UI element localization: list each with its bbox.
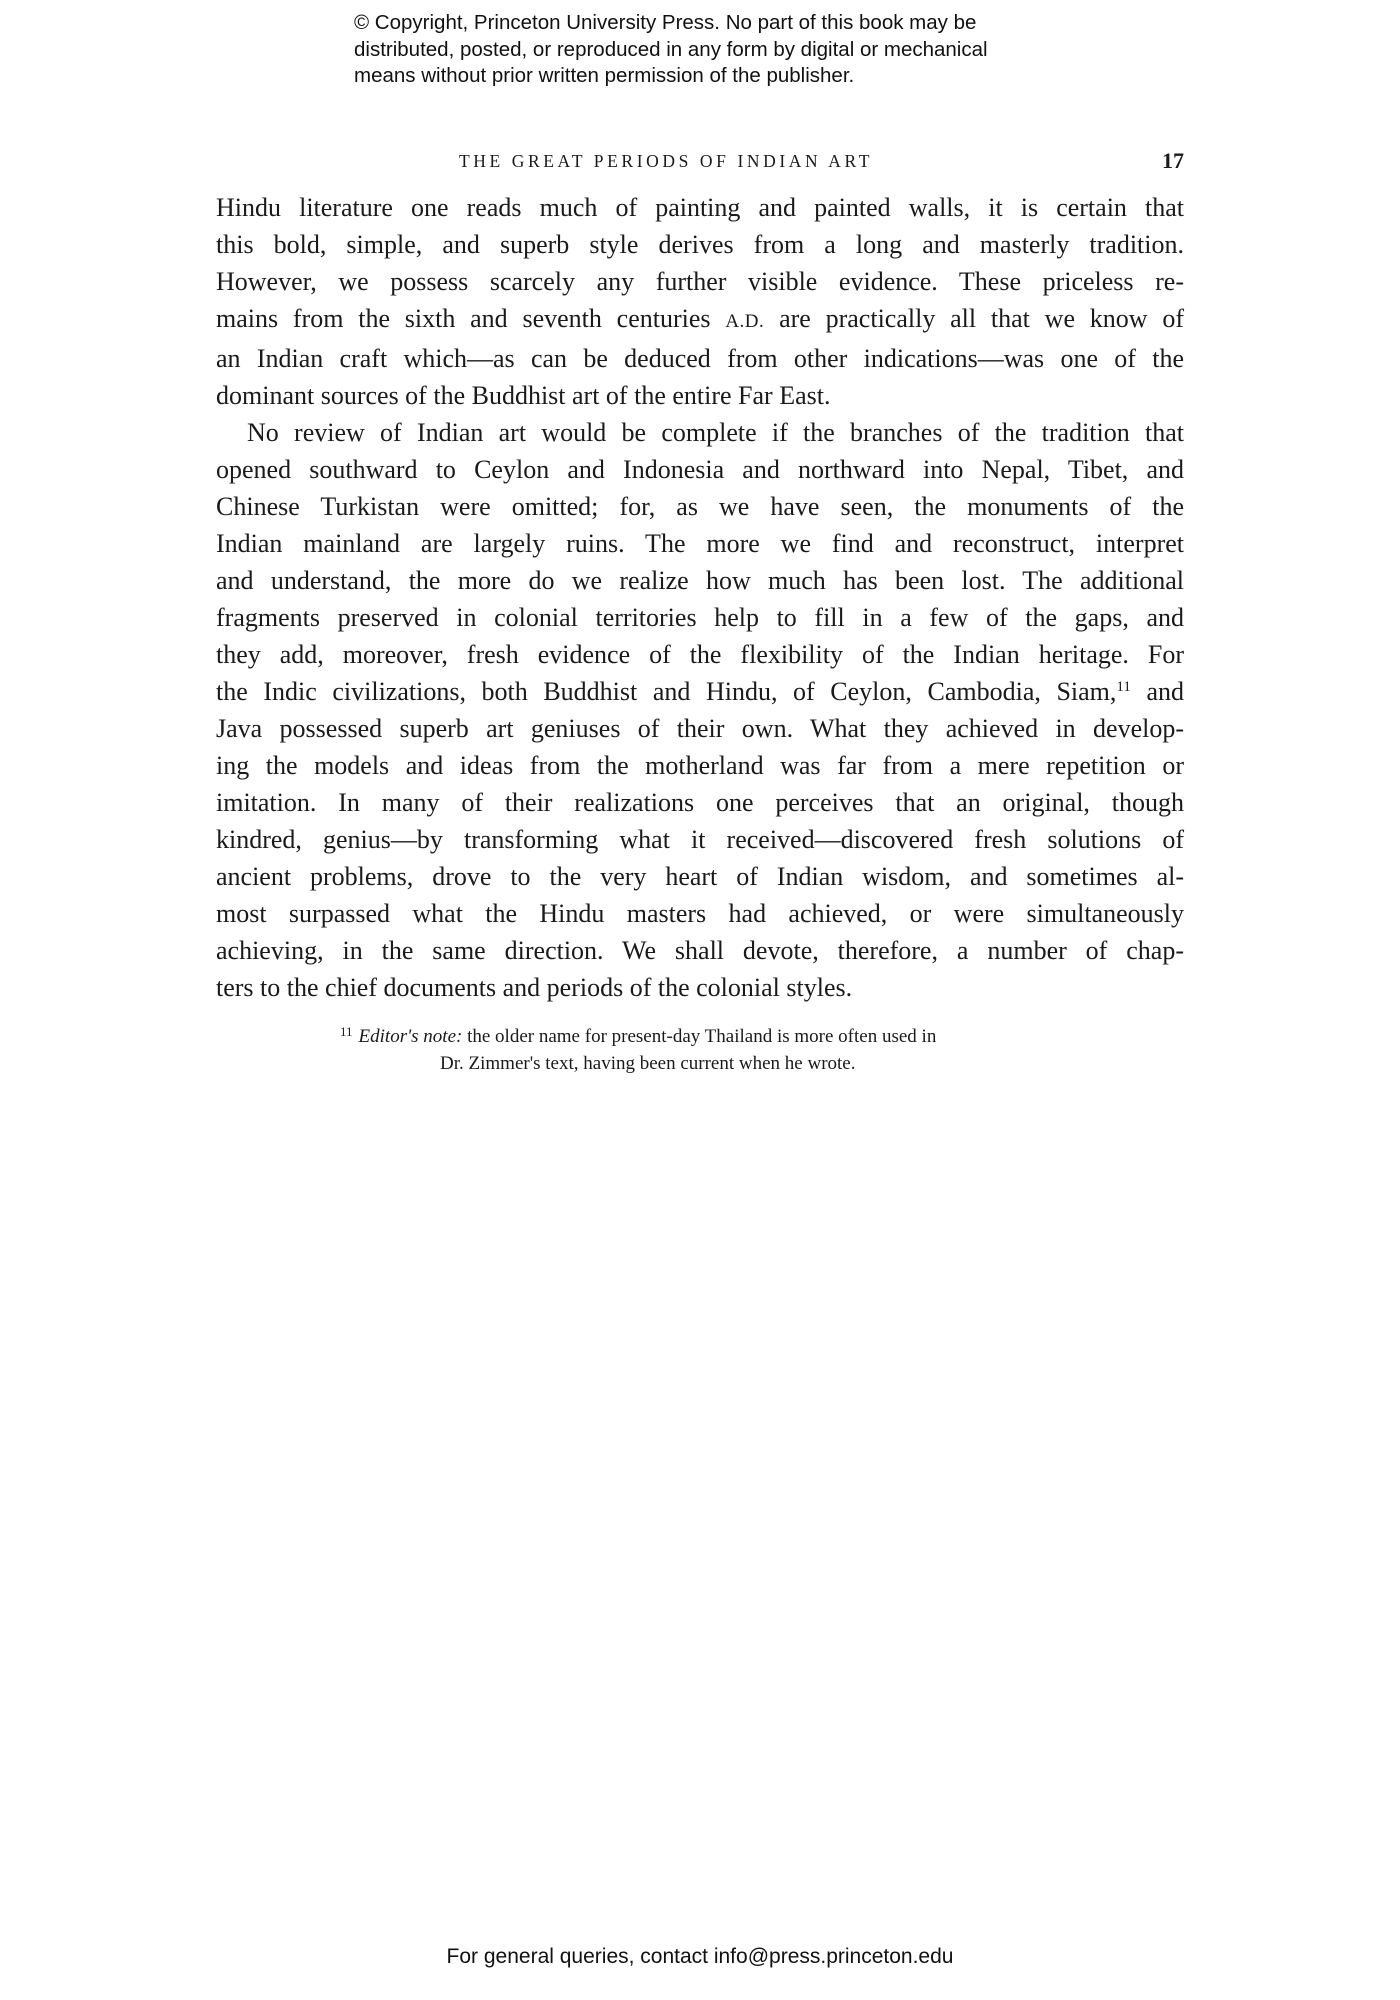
running-title: THE GREAT PERIODS OF INDIAN ART (458, 151, 874, 171)
text-line: dominant sources of the Buddhist art of the entire Far East. (216, 381, 831, 410)
text-segment: mains from the sixth and seventh centuries (216, 304, 711, 333)
footnote-number: 11 (340, 1024, 353, 1039)
text-line: imitation. In many of their realizations one perceives that an original, though (216, 788, 1184, 817)
paragraph-1 (216, 189, 1184, 414)
text-line: ters to the chief documents and periods of the colonial styles. (216, 973, 853, 1002)
footnote-text: the older name for present-day Thailand is more often used in (462, 1026, 937, 1047)
text-line: Hindu literature one reads much of painting and painted walls, it is certain that (216, 193, 1184, 222)
footer-contact: For general queries, contact info@press.princeton.edu (446, 1945, 954, 1968)
text-line: ing the models and ideas from the motherland was far from a mere repetition or (216, 751, 1184, 780)
paragraph-2 (216, 414, 1184, 1006)
text-line: fragments preserved in colonial territories help to fill in a few of the gaps, and (216, 603, 1184, 632)
text-line (216, 673, 1184, 710)
text-segment: the Indic civilizations, both Buddhist and Hindu, of Ceylon, Cambodia, Siam, (216, 677, 1117, 706)
text-line: Java possessed superb art geniuses of their own. What they achieved in develop- (216, 714, 1184, 743)
footnote (340, 1023, 1060, 1077)
running-head (216, 148, 1184, 178)
text-line: most surpassed what the Hindu masters had achieved, or were simultaneously (216, 899, 1184, 928)
text-line: they add, moreover, fresh evidence of the flexibility of the Indian heritage. For (216, 640, 1184, 669)
footnote-line: Dr. Zimmer's text, having been current when he wrote. (440, 1053, 856, 1074)
text-line: However, we possess scarcely any further visible evidence. These priceless re- (216, 267, 1184, 296)
text-line: kindred, genius—by transforming what it received—discovered fresh solutions of (216, 825, 1184, 854)
text-line: Indian mainland are largely ruins. The more we find and reconstruct, interpret (216, 529, 1184, 558)
page-number: 17 (1162, 148, 1184, 173)
text-line: No review of Indian art would be complete if the branches of the tradition that (247, 418, 1184, 447)
text-line: an Indian craft which—as can be deduced from other indications—was one of the (216, 344, 1184, 373)
text-line: this bold, simple, and superb style derives from a long and masterly tradition. (216, 230, 1184, 259)
footnote-label: Editor's note: (358, 1026, 463, 1047)
footnote-reference[interactable]: 11 (1116, 679, 1131, 695)
copyright-notice (354, 10, 1074, 90)
copyright-line: © Copyright, Princeton University Press. No part of this book may be (354, 11, 977, 34)
footnote-line (340, 1023, 1060, 1050)
era-abbreviation: A.D. (725, 311, 765, 332)
text-line: opened southward to Ceylon and Indonesia and northward into Nepal, Tibet, and (216, 455, 1184, 484)
text-segment: and (1130, 677, 1184, 706)
copyright-line: distributed, posted, or reproduced in any form by digital or mechanical (354, 37, 988, 61)
text-line: and understand, the more do we realize how much has been lost. The additional (216, 566, 1184, 595)
text-line: Chinese Turkistan were omitted; for, as we have seen, the monuments of the (216, 492, 1184, 521)
text-line: achieving, in the same direction. We shall devote, therefore, a number of chap- (216, 936, 1184, 965)
text-segment: are practically all that we know of (779, 304, 1185, 333)
body-text (216, 189, 1184, 1006)
copyright-line: means without prior written permission of the publisher. (354, 64, 855, 87)
text-line (216, 300, 1184, 340)
text-line: ancient problems, drove to the very heart of Indian wisdom, and sometimes al- (216, 862, 1184, 891)
